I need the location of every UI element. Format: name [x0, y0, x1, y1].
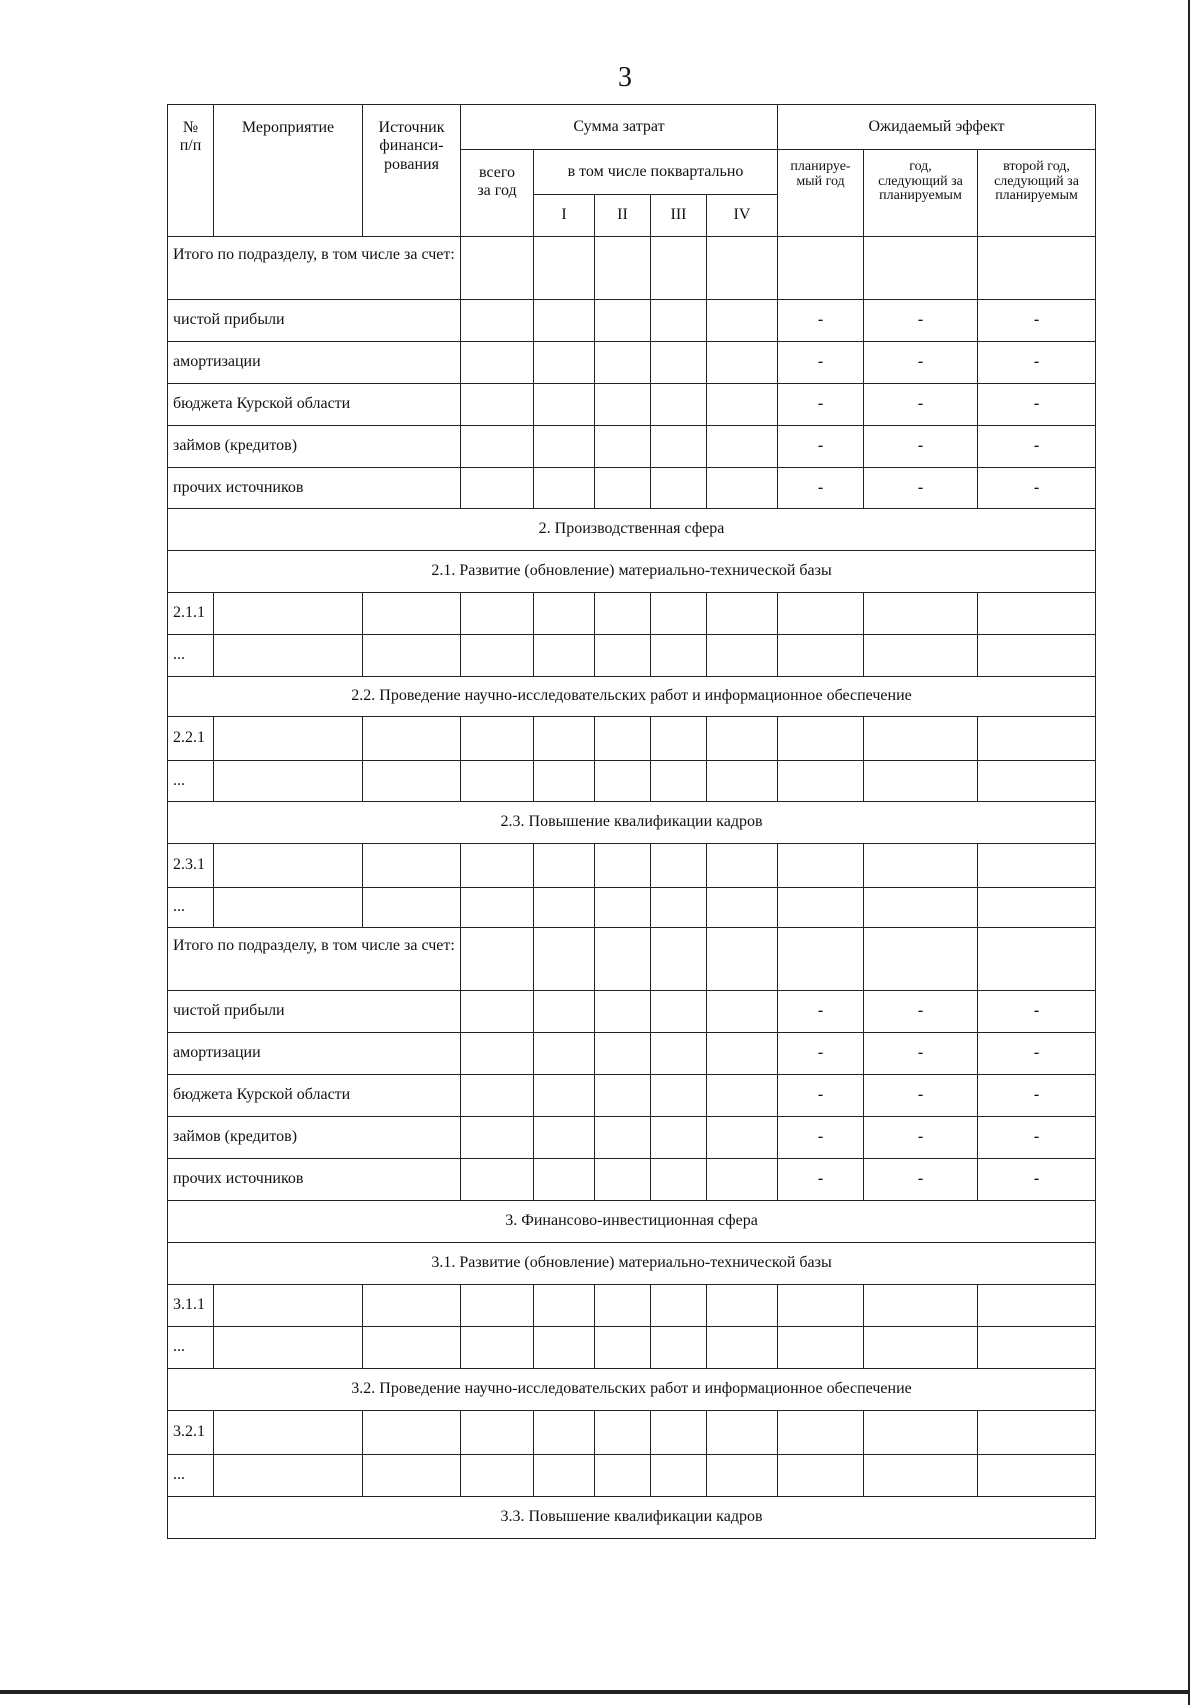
funding-profit-label: чистой прибыли: [168, 300, 461, 342]
table-row: [168, 844, 1096, 888]
funding-row: [168, 426, 1096, 468]
dash: -: [978, 384, 1096, 426]
dash: -: [864, 342, 978, 384]
dash: -: [978, 300, 1096, 342]
table-row: [168, 1411, 1096, 1455]
dash: -: [778, 1075, 864, 1117]
funding-row: [168, 991, 1096, 1033]
dash: -: [778, 300, 864, 342]
dash: -: [778, 1159, 864, 1201]
section-2-1-title: 2.1. Развитие (обновление) материально-технической базы: [168, 551, 1096, 593]
section-2-title: 2. Производственная сфера: [168, 509, 1096, 551]
row-number: 2.3.1: [168, 844, 214, 888]
header-q4: IV: [707, 195, 778, 237]
funding-other-label: прочих источников: [168, 1159, 461, 1201]
funding-row: [168, 300, 1096, 342]
funding-row: [168, 1075, 1096, 1117]
dash: -: [864, 468, 978, 509]
table-row: [168, 635, 1096, 677]
page-edge-bottom: [0, 1690, 1190, 1694]
section-row: [168, 509, 1096, 551]
header-num: № п/п: [168, 105, 214, 237]
dash: -: [978, 1033, 1096, 1075]
funding-total-label: Итого по подразделу, в том числе за счет:: [168, 928, 461, 991]
dash: -: [778, 468, 864, 509]
section-3-title: 3. Финансово-инвестиционная сфера: [168, 1201, 1096, 1243]
funding-row: [168, 1159, 1096, 1201]
dash: -: [978, 1075, 1096, 1117]
section-row: [168, 551, 1096, 593]
table-row: [168, 1455, 1096, 1497]
dash: -: [778, 426, 864, 468]
row-number: 3.1.1: [168, 1285, 214, 1327]
dash: -: [978, 468, 1096, 509]
header-q2: II: [595, 195, 651, 237]
dash: -: [978, 426, 1096, 468]
dash: -: [778, 384, 864, 426]
funding-budget-label: бюджета Курской области: [168, 384, 461, 426]
dash: -: [864, 1117, 978, 1159]
header-cost: Сумма затрат: [461, 105, 778, 150]
funding-row: [168, 468, 1096, 509]
funding-amortization-label: амортизации: [168, 342, 461, 384]
header-planned-year: планируе- мый год: [778, 150, 864, 237]
row-ellipsis: ...: [168, 888, 214, 928]
section-3-2-title: 3.2. Проведение научно-исследовательских работ и информационное обеспечение: [168, 1369, 1096, 1411]
funding-other-label: прочих источников: [168, 468, 461, 509]
row-ellipsis: ...: [168, 761, 214, 802]
funding-amortization-label: амортизации: [168, 1033, 461, 1075]
section-3-3-title: 3.3. Повышение квалификации кадров: [168, 1497, 1096, 1539]
section-row: [168, 1201, 1096, 1243]
dash: -: [778, 1033, 864, 1075]
dash: -: [978, 1159, 1096, 1201]
header-second-year: второй год, следующий за планируемым: [978, 150, 1096, 237]
funding-row: [168, 1117, 1096, 1159]
row-ellipsis: ...: [168, 635, 214, 677]
plan-table: [167, 104, 1096, 1539]
table-row: [168, 717, 1096, 761]
page-edge-right: [1188, 0, 1190, 1705]
header-year-total: всего за год: [461, 150, 534, 237]
header-effect: Ожидаемый эффект: [778, 105, 1096, 150]
dash: -: [864, 991, 978, 1033]
funding-total-row: [168, 928, 1096, 991]
funding-row: [168, 342, 1096, 384]
table-row: [168, 593, 1096, 635]
dash: -: [978, 991, 1096, 1033]
funding-total-row: [168, 237, 1096, 300]
funding-row: [168, 384, 1096, 426]
row-ellipsis: ...: [168, 1327, 214, 1369]
header-next-year: год, следующий за планируемым: [864, 150, 978, 237]
header-q3: III: [651, 195, 707, 237]
dash: -: [864, 300, 978, 342]
dash: -: [778, 1117, 864, 1159]
section-row: [168, 1243, 1096, 1285]
section-row: [168, 802, 1096, 844]
funding-row: [168, 1033, 1096, 1075]
section-2-2-title: 2.2. Проведение научно-исследовательских работ и информационное обеспечение: [168, 677, 1096, 717]
dash: -: [978, 342, 1096, 384]
header-source: Источник финанси- рования: [363, 105, 461, 237]
section-2-3-title: 2.3. Повышение квалификации кадров: [168, 802, 1096, 844]
header-quarterly: в том числе поквартально: [534, 150, 778, 195]
dash: -: [864, 1159, 978, 1201]
funding-profit-label: чистой прибыли: [168, 991, 461, 1033]
section-3-1-title: 3.1. Развитие (обновление) материально-технической базы: [168, 1243, 1096, 1285]
dash: -: [864, 1075, 978, 1117]
table-row: [168, 1285, 1096, 1327]
dash: -: [864, 384, 978, 426]
dash: -: [978, 1117, 1096, 1159]
dash: -: [864, 1033, 978, 1075]
header-event: Мероприятие: [214, 105, 363, 237]
funding-budget-label: бюджета Курской области: [168, 1075, 461, 1117]
row-number: 2.1.1: [168, 593, 214, 635]
funding-total-label: Итого по подразделу, в том числе за счет:: [168, 237, 461, 300]
table-row: [168, 1327, 1096, 1369]
row-number: 2.2.1: [168, 717, 214, 761]
funding-loans-label: займов (кредитов): [168, 426, 461, 468]
section-row: [168, 1369, 1096, 1411]
header-q1: I: [534, 195, 595, 237]
dash: -: [778, 342, 864, 384]
dash: -: [778, 991, 864, 1033]
header-row-1: [168, 105, 1096, 150]
funding-loans-label: займов (кредитов): [168, 1117, 461, 1159]
row-number: 3.2.1: [168, 1411, 214, 1455]
table-row: [168, 761, 1096, 802]
table-row: [168, 888, 1096, 928]
row-ellipsis: ...: [168, 1455, 214, 1497]
section-row: [168, 1497, 1096, 1539]
dash: -: [864, 426, 978, 468]
page-number: 3: [618, 62, 632, 93]
section-row: [168, 677, 1096, 717]
